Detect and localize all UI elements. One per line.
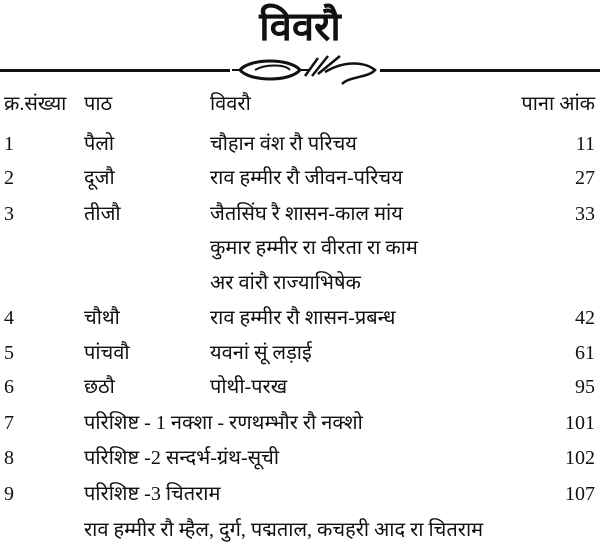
table-row bbox=[0, 302, 600, 334]
row-page: 95 bbox=[575, 376, 595, 398]
table-row bbox=[0, 337, 600, 369]
row-lesson: चौथौ bbox=[84, 307, 120, 329]
table-row-continuation bbox=[0, 232, 600, 264]
row-topic: जैतसिंघ रै शासन-काल मांय bbox=[210, 203, 403, 225]
table-row bbox=[0, 198, 600, 230]
row-num: 8 bbox=[4, 447, 14, 469]
header-topic: विवरौ bbox=[210, 93, 251, 115]
table-row bbox=[0, 371, 600, 403]
header-num: क्र.संख्या bbox=[4, 93, 67, 115]
row-topic: परिशिष्ट -2 सन्दर्भ-ग्रंथ-सूची bbox=[84, 447, 280, 469]
row-page: 42 bbox=[575, 307, 595, 329]
table-row-continuation bbox=[0, 267, 600, 299]
table-row-continuation bbox=[0, 514, 600, 546]
row-page: 101 bbox=[565, 412, 595, 434]
row-lesson: तीजौ bbox=[84, 203, 121, 225]
table-row bbox=[0, 478, 600, 510]
row-topic: यवनां सूं लड़ाई bbox=[210, 342, 312, 364]
header-page: पाना आंक bbox=[521, 93, 595, 115]
row-topic: राव हम्मीर रौ शासन-प्रबन्ध bbox=[210, 307, 396, 329]
row-num: 6 bbox=[4, 376, 14, 398]
row-lesson: दूजौ bbox=[84, 167, 115, 189]
row-num: 7 bbox=[4, 412, 14, 434]
row-lesson: छठौ bbox=[84, 376, 115, 398]
row-topic: चौहान वंश रौ परिचय bbox=[210, 133, 357, 155]
row-num: 3 bbox=[4, 203, 14, 225]
row-topic-line2: कुमार हम्मीर रा वीरता रा काम bbox=[210, 237, 418, 259]
page-title: विवरौ bbox=[259, 4, 341, 49]
table-row bbox=[0, 162, 600, 194]
row-page: 11 bbox=[575, 133, 595, 155]
row-topic: परिशिष्ट - 1 नक्शा - रणथम्भौर रौ नक्शो bbox=[84, 412, 363, 434]
row-page: 33 bbox=[575, 203, 595, 225]
table-row bbox=[0, 442, 600, 474]
row-page: 61 bbox=[575, 342, 595, 364]
table-row bbox=[0, 128, 600, 160]
row-num: 2 bbox=[4, 167, 14, 189]
table-header bbox=[0, 88, 600, 120]
row-num: 9 bbox=[4, 483, 14, 505]
row-lesson: पैलो bbox=[84, 133, 115, 155]
row-num: 5 bbox=[4, 342, 14, 364]
row-lesson: पांचवौ bbox=[84, 342, 130, 364]
row-topic-line2: राव हम्मीर रौ म्हैल, दुर्ग, पद्मताल, कचहरी आद रा चितराम bbox=[84, 519, 484, 541]
table-row bbox=[0, 407, 600, 439]
ornament-flourish-icon bbox=[230, 50, 380, 90]
header-lesson: पाठ bbox=[84, 93, 113, 115]
row-topic: पोथी-परख bbox=[210, 376, 288, 398]
row-topic-line3: अर वांरौ राज्याभिषेक bbox=[210, 272, 361, 294]
row-num: 4 bbox=[4, 307, 14, 329]
row-page: 27 bbox=[575, 167, 595, 189]
row-num: 1 bbox=[4, 133, 14, 155]
row-topic: परिशिष्ट -3 चितराम bbox=[84, 483, 221, 505]
row-page: 107 bbox=[565, 483, 595, 505]
row-page: 102 bbox=[565, 447, 595, 469]
row-topic: राव हम्मीर रौ जीवन-परिचय bbox=[210, 167, 403, 189]
